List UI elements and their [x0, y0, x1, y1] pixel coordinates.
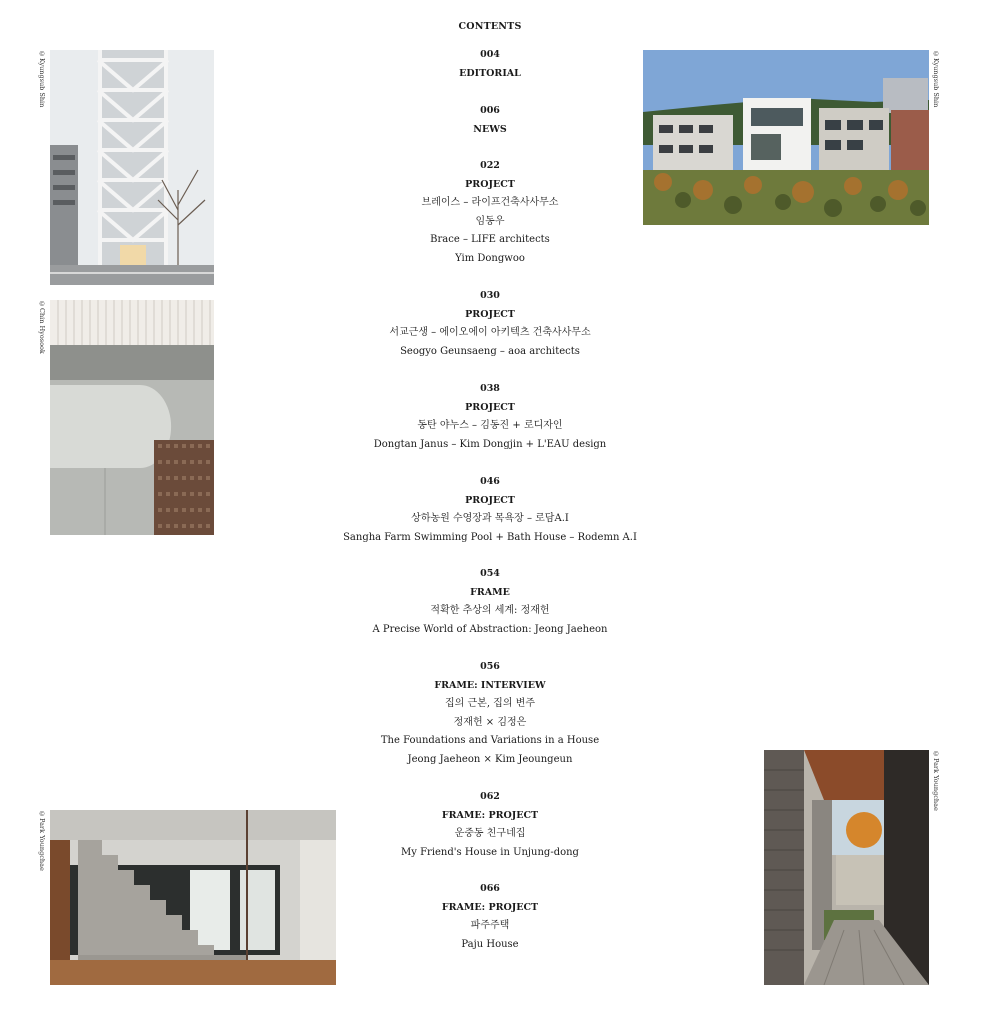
page-number: 056: [480, 661, 500, 672]
toc-entry: [340, 102, 640, 139]
tower-photo: [50, 50, 214, 285]
article-line: 파주주택: [470, 920, 510, 931]
article-line: Brace – LIFE architects: [430, 234, 550, 245]
toc-entry: [340, 788, 640, 862]
houses-photo: [643, 50, 929, 225]
toc-entry: [340, 287, 640, 361]
page-number: 066: [480, 883, 500, 894]
section-heading: FRAME: PROJECT: [441, 809, 539, 821]
page-number: 054: [480, 568, 500, 579]
page-number: 022: [480, 160, 500, 171]
section-heading: FRAME: INTERVIEW: [434, 679, 546, 691]
article-line: 서교근생 – 에이오에이 아키텍츠 건축사사무소: [389, 327, 591, 338]
article-line: Dongtan Janus – Kim Dongjin + L'EAU design: [373, 438, 607, 450]
article-line: A Precise World of Abstraction: Jeong Jaeheon: [372, 623, 608, 635]
article-line: The Foundations and Variations in a House: [380, 735, 600, 746]
section-heading: PROJECT: [465, 308, 515, 320]
corridor-photo: [764, 750, 929, 985]
article-line: 집의 근본, 집의 변주: [445, 698, 535, 709]
interior-photo: [50, 300, 214, 535]
section-heading: PROJECT: [465, 401, 515, 413]
photo-credit: ©Kyungsub Shin: [932, 50, 940, 108]
page-number: 030: [480, 290, 500, 301]
toc-entry: [340, 46, 640, 83]
article-line: 임동우: [475, 215, 505, 227]
article-line: 운중동 친구네집: [454, 828, 526, 839]
page-number: 038: [480, 383, 500, 394]
page-number: 006: [480, 105, 500, 116]
toc-entry: [340, 157, 640, 268]
page-number: 062: [480, 791, 500, 802]
page-number: 046: [480, 476, 500, 487]
article-line: 정재헌 × 김정은: [453, 716, 527, 728]
article-line: 동탄 야누스 – 김동진 + 로디자인: [417, 420, 563, 431]
photo-credit: ©Park Youngchae: [932, 750, 940, 811]
photo-credit: ©Park Youngchae: [38, 810, 46, 871]
article-line: 적확한 추상의 세계: 정재헌: [430, 605, 550, 616]
toc-entry: [340, 880, 640, 954]
article-line: 상하농원 수영장과 목욕장 – 로담A.I: [411, 513, 569, 524]
article-line: 브레이스 – 라이프건축사사무소: [421, 197, 559, 208]
article-line: Sangha Farm Swimming Pool + Bath House – Rodemn A.I: [343, 531, 637, 543]
toc-entry: [340, 565, 640, 639]
stairs-photo: [50, 810, 336, 985]
toc-entry: [340, 473, 640, 547]
section-heading: PROJECT: [465, 178, 515, 190]
article-line: Paju House: [461, 938, 519, 950]
toc-entry: [340, 380, 640, 454]
article-line: Jeong Jaeheon × Kim Jeoungeun: [407, 753, 573, 765]
section-heading: EDITORIAL: [459, 67, 521, 79]
article-line: My Friend's House in Unjung-dong: [401, 846, 579, 858]
page-number: 004: [480, 49, 500, 60]
section-heading: FRAME: PROJECT: [441, 901, 539, 913]
photo-credit: ©Chin Hyosook: [38, 300, 46, 354]
article-line: Seogyo Geunsaeng – aoa architects: [400, 345, 580, 357]
article-line: Yim Dongwoo: [455, 252, 525, 264]
page-title: CONTENTS: [458, 21, 522, 32]
section-heading: PROJECT: [465, 494, 515, 506]
section-heading: NEWS: [473, 123, 507, 135]
section-heading: FRAME: [470, 586, 510, 598]
photo-credit: ©Kyungsub Shin: [38, 50, 46, 108]
toc-entry: [340, 658, 640, 769]
